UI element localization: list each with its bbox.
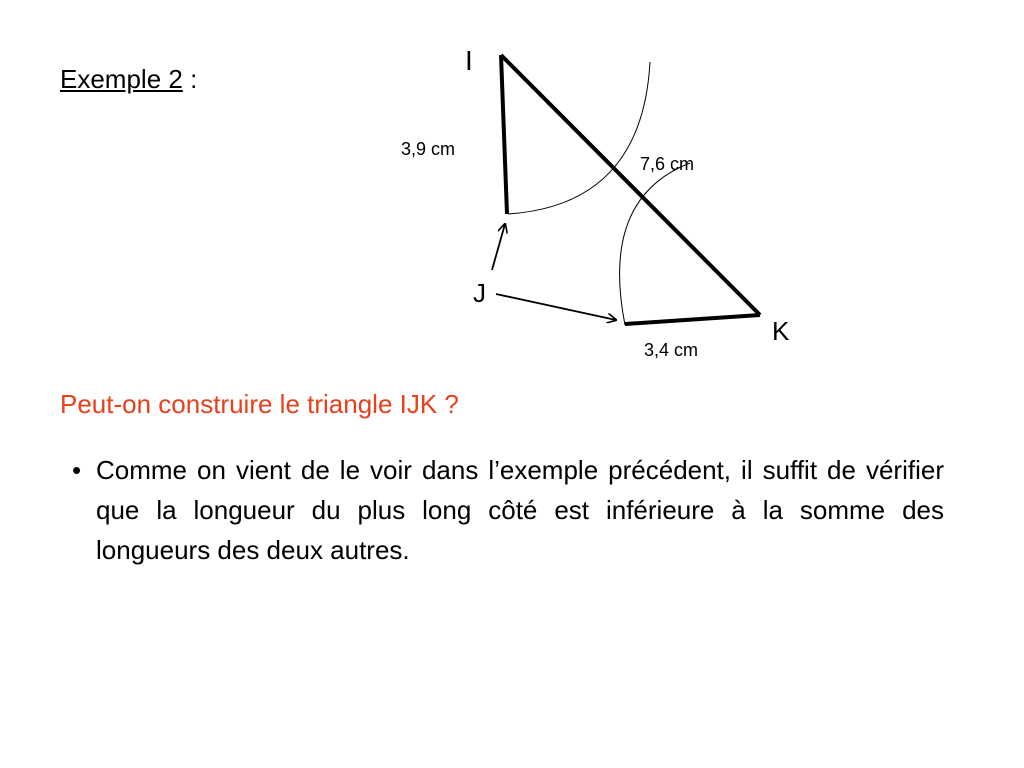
length-label-jk: 3,4 cm [644,340,699,360]
segment-jk [625,315,760,324]
vertex-label-i: I [465,45,473,76]
vertex-label-k: K [772,316,790,346]
vertex-label-j: J [473,278,486,308]
bullet-marker: • [72,455,82,485]
title-suffix: : [182,64,198,94]
length-label-ij: 3,9 cm [401,139,456,159]
segment-ij [501,55,507,214]
segment-ik [501,55,760,315]
question-text: Peut-on construire le triangle IJK ? [60,389,459,419]
arrow-j-up [492,224,505,270]
bullet-text: Comme on vient de le voir dans l’exemple précédent, il suffit de vérifier que la longueur du plus long côté est inférieure à la somme des longueurs des deux autres. [96,455,944,565]
title-label: Exemple 2 [60,64,183,94]
length-label-ik: 7,6 cm [640,154,695,174]
bullet-point [72,450,944,570]
arrow-j-right [496,294,616,320]
